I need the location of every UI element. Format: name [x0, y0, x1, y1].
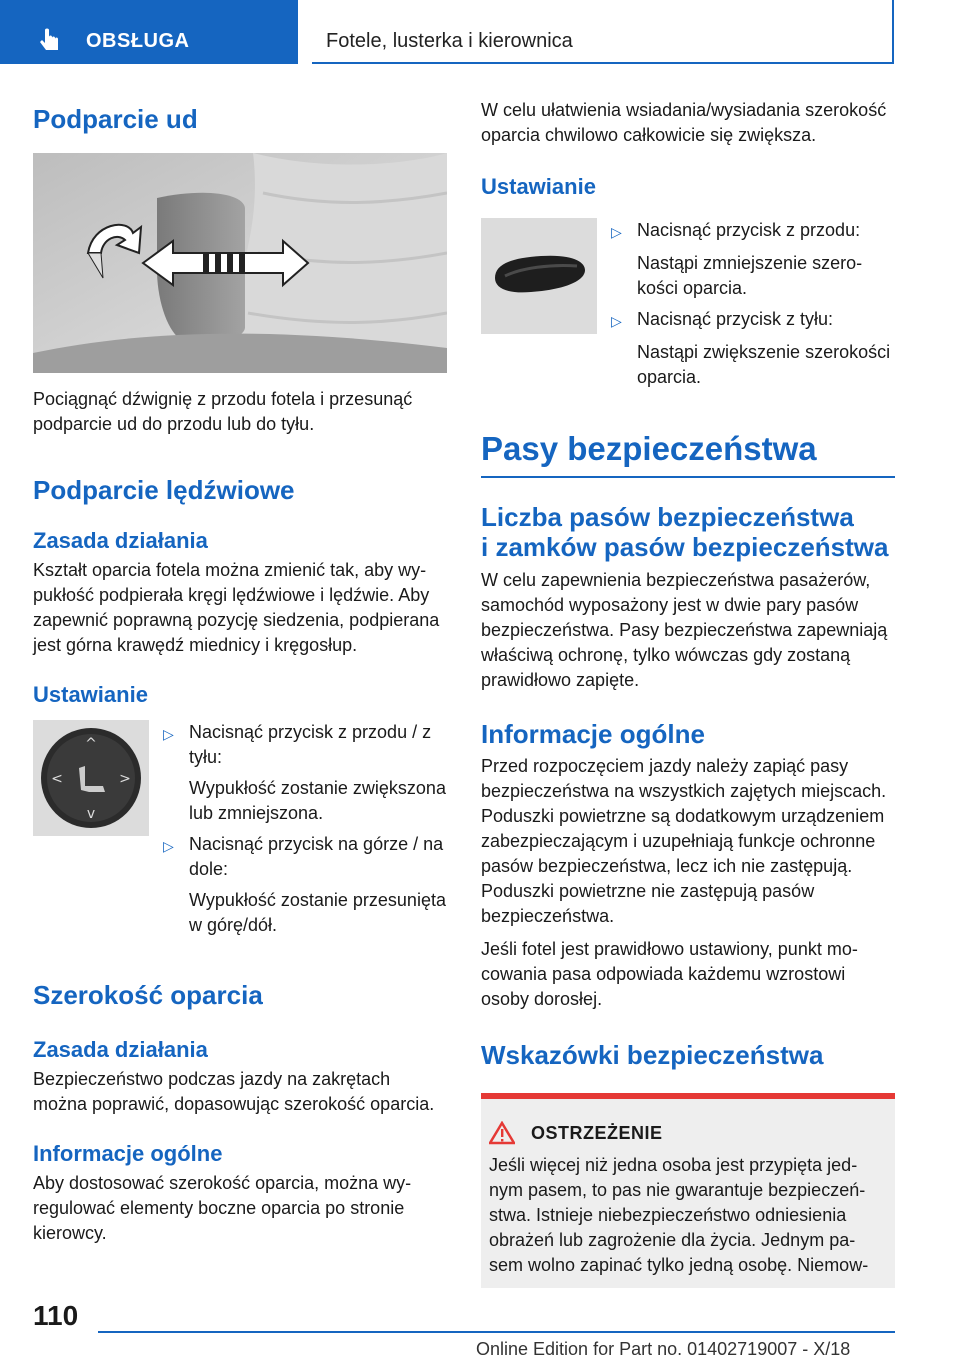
- backrest-general-heading: Informacje ogólne: [33, 1141, 223, 1166]
- seat-cushion-image: [33, 153, 447, 373]
- step-item: ▷ Nacisnąć przycisk z przodu:: [611, 218, 895, 245]
- width-setting-heading: Ustawianie: [481, 174, 596, 199]
- page-number: 110: [33, 1300, 79, 1331]
- entry-exit-text: W celu ułatwienia wsiadania/wysiadania szerokość oparcia chwilowo całkowicie się zwiększa.: [481, 100, 887, 145]
- seat-belts-heading: Pasy bezpieczeństwa: [481, 430, 817, 467]
- backrest-width-heading: Szerokość oparcia: [33, 980, 263, 1010]
- lumbar-setting-heading: Ustawianie: [33, 682, 148, 707]
- lumbar-control-image: [33, 720, 149, 836]
- thigh-support-heading: Podparcie ud: [33, 104, 198, 134]
- step-item: ▷ Nacisnąć przycisk z tyłu:: [611, 307, 895, 334]
- triangle-bullet-icon: ▷: [611, 313, 622, 329]
- edition-label: Online Edition for Part no. 01402719007 - X/18: [476, 1339, 851, 1359]
- lumbar-support-heading: Podparcie lędźwiowe: [33, 475, 295, 505]
- backrest-principle-heading: Zasada działania: [33, 1037, 208, 1062]
- safety-notes-heading: Wskazówki bezpieczeństwa: [481, 1040, 824, 1070]
- hand-pointer-icon: [36, 26, 64, 54]
- backrest-principle-text: Bezpieczeństwo podczas jazdy na zakrętach można poprawić, dopasowując szerokość oparcia.: [33, 1069, 435, 1114]
- warning-header: [489, 1121, 883, 1145]
- belts-general-text-1: Przed rozpoczęciem jazdy należy zapiąć pasy bezpieczeństwa na wszystkich zajętych miejscach. Poduszki powietrzne są dodatkowym urządzeniem zabezpieczającym i uzupełniają funkcje ochronne pasów bezpieczeństwa, lecz ich nie zastępują. Poduszki powietrzne nie zastępują pasów bezpieczeństwa.: [481, 756, 887, 926]
- right-column: [481, 90, 895, 1288]
- warning-box: [481, 1093, 895, 1288]
- footer-divider: [98, 1331, 895, 1333]
- step-result: Wypukłość zostanie zwiększona lub zmniejszona.: [189, 778, 446, 823]
- left-column: [33, 90, 447, 1246]
- lumbar-principle-text: Kształt oparcia fotela można zmienić tak, aby wypukłość podpierała kręgi lędźwiowe i lędźwie. Aby zapewnić poprawną pozycję siedzenia, podpierana jest górna krawędź miednicy i kręgosłup.: [33, 560, 440, 655]
- step-item: ▷ Nacisnąć przycisk na górze / na dole:: [163, 832, 447, 882]
- lumbar-setting-block: [33, 720, 447, 938]
- width-steps: [597, 218, 895, 390]
- lumbar-principle-heading: Zasada działania: [33, 528, 208, 553]
- warning-text: Jeśli więcej niż jedna osoba jest przypięta jednym pasem, to pas nie gwarantuje bezpieczeństwa. Istnieje niebezpieczeństwo odniesienia obrażeń lub zagrożenie dla życia. Jednym pasem wolno zapinać tylko jedną osobę. Niemow-: [489, 1155, 869, 1275]
- chapter-title: [312, 0, 894, 64]
- belts-general-heading: Informacje ogólne: [481, 719, 705, 749]
- step-item: ▷ Nacisnąć przycisk z przodu / z tyłu:: [163, 720, 447, 770]
- chapter-title-text: Fotele, lusterka i kierownica: [326, 30, 573, 52]
- triangle-bullet-icon: ▷: [163, 726, 174, 742]
- section-tab-label: OBSŁUGA: [86, 30, 190, 52]
- thigh-support-illustration: [33, 153, 447, 373]
- backrest-general-text: Aby dostosować szerokość oparcia, można wyregulować elementy boczne oparcia po stronie kierowcy.: [33, 1173, 412, 1243]
- width-button-image: [481, 218, 597, 334]
- step-result: Wypukłość zostanie przesunięta w górę/dół.: [189, 890, 446, 935]
- svg-text:>: >: [119, 771, 131, 787]
- warning-label: OSTRZEŻENIE: [531, 1122, 663, 1143]
- section-divider: [481, 476, 895, 478]
- belts-general-text-2: Jeśli fotel jest prawidłowo ustawiony, punkt mocowania pasa odpowiada każdemu wzrostowi osoby dorosłej.: [481, 939, 858, 1009]
- triangle-bullet-icon: ▷: [611, 224, 622, 240]
- belt-count-heading: Liczba pasów bezpieczeństwa i zamków pasów bezpieczeństwa: [481, 502, 889, 562]
- warning-triangle-icon: [489, 1121, 515, 1145]
- svg-text:<: <: [51, 771, 63, 787]
- belt-count-text: W celu zapewnienia bezpieczeństwa pasażerów, samochód wyposażony jest w dwie pary pasów bezpieczeństwa. Pasy bezpieczeństwa zapewniają właściwą ochronę, tylko wówczas gdy zostaną prawidłowo zapięte.: [481, 570, 888, 690]
- step-result: Nastąpi zwiększenie szerokości oparcia.: [637, 342, 891, 387]
- lumbar-steps: [149, 720, 447, 938]
- svg-text:v: v: [86, 806, 96, 822]
- section-tab[interactable]: [0, 0, 298, 64]
- width-setting-block: [481, 218, 895, 390]
- step-result: Nastąpi zmniejszenie szerokości oparcia.: [637, 253, 863, 298]
- triangle-bullet-icon: ▷: [163, 838, 174, 854]
- svg-text:^: ^: [85, 736, 97, 752]
- thigh-support-caption: Pociągnąć dźwignię z przodu fotela i przesunąć podparcie ud do przodu lub do tyłu.: [33, 389, 413, 434]
